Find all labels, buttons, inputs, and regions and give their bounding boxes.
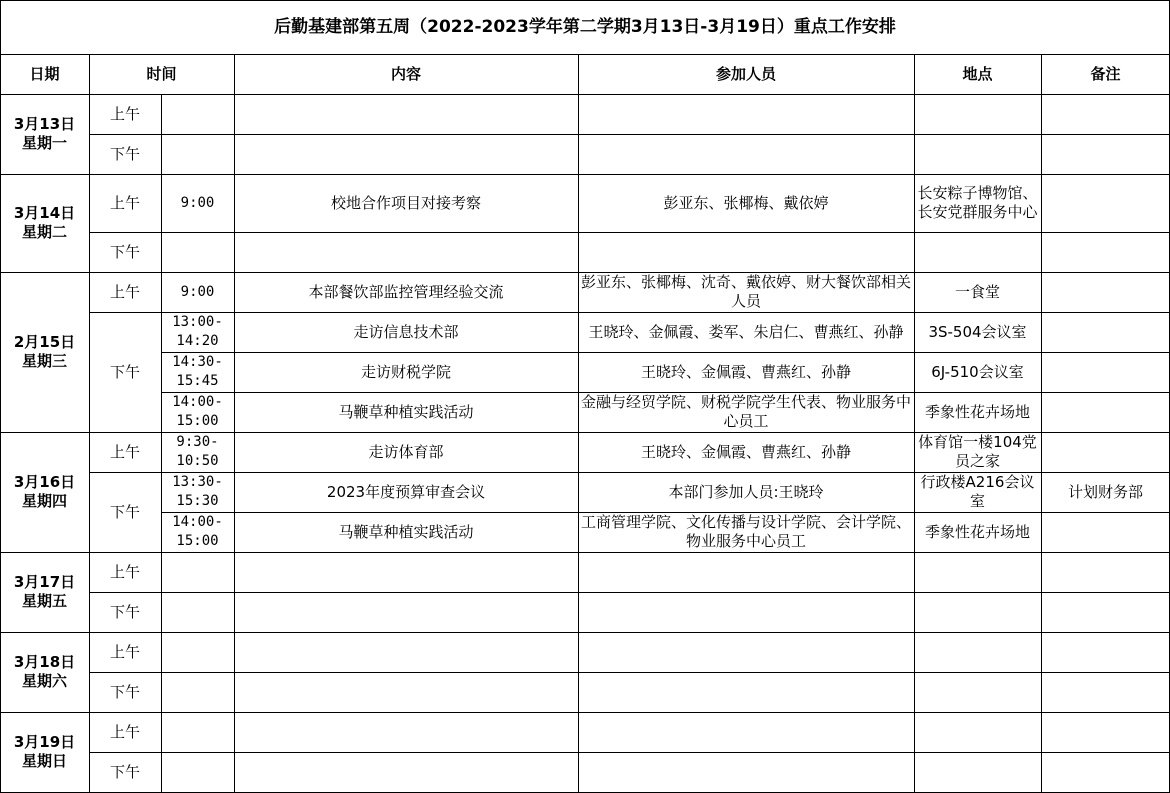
event-content: 走访体育部 [368,442,444,461]
day-weekday: 星期二 [21,223,67,241]
day-cell [0,632,89,712]
event-location: 6J-510会议室 [931,362,1024,381]
grid-line [89,752,1170,753]
event-location: 长安粽子博物馆、长安党群服务中心 [917,184,1038,221]
period-pm: 下午 [109,144,140,163]
event-location: 季象性花卉场地 [924,402,1030,421]
grid-line [914,54,915,793]
header-participants: 参加人员 [715,64,776,83]
event-location: 3S-504会议室 [928,322,1027,341]
grid-line [89,472,1170,473]
header-time: 时间 [146,64,177,83]
grid-line [161,352,1170,353]
event-content: 马鞭草种植实践活动 [338,402,474,421]
period-am: 上午 [109,562,140,581]
event-content: 校地合作项目对接考察 [330,193,481,212]
grid-line [0,272,1170,273]
event-content: 走访财税学院 [360,362,451,381]
page-title: 后勤基建部第五周（2022-2023学年第二学期3月13日-3月19日）重点工作安排 [274,16,896,37]
event-location: 季象性花卉场地 [924,522,1030,541]
period-am: 上午 [109,642,140,661]
grid-line [89,672,1170,673]
period-am: 上午 [109,442,140,461]
event-location: 体育馆一楼104党员之家 [918,433,1037,470]
period-am: 上午 [109,722,140,741]
day-weekday: 星期六 [21,672,67,690]
header-location: 地点 [962,64,993,83]
period-pm: 下午 [109,602,140,621]
grid-line [89,232,1170,233]
day-cell [0,94,89,174]
event-location: 一食堂 [954,282,1000,301]
period-am: 上午 [109,282,140,301]
day-weekday: 星期三 [21,352,67,370]
event-participants: 彭亚东、张椰梅、沈奇、戴依婷、财大餐饮部相关人员 [580,273,911,310]
event-content: 走访信息技术部 [353,322,459,341]
grid-line [1041,54,1042,793]
event-time: 14:30-15:45 [172,354,223,389]
grid-line [89,54,90,793]
event-remarks: 计划财务部 [1067,482,1143,501]
grid-line [0,432,1170,433]
grid-line [0,94,1170,95]
period-pm: 下午 [109,242,140,261]
event-time: 13:30-15:30 [172,474,223,509]
day-date: 2月15日 [13,333,76,351]
event-remarks [1041,272,1170,312]
event-participants: 王晓玲、金佩霞、曹燕红、孙静 [640,442,851,461]
day-cell [0,272,89,432]
event-remarks [1041,352,1170,392]
grid-line [89,312,1170,313]
day-date: 3月19日 [13,733,76,751]
event-participants: 王晓玲、金佩霞、娄军、朱启仁、曹燕红、孙静 [588,322,904,341]
day-cell [0,174,89,272]
event-participants: 王晓玲、金佩霞、曹燕红、孙静 [640,362,851,381]
grid-line [0,0,1170,1]
event-time: 9:00 [180,194,215,211]
event-content: 2023年度预算审查会议 [326,482,486,501]
event-time: 13:00-14:20 [172,314,223,349]
grid-line [89,134,1170,135]
day-weekday: 星期日 [21,752,67,770]
period-pm: 下午 [109,762,140,781]
header-date: 日期 [29,64,60,83]
day-cell [0,552,89,632]
event-time: 9:30-10:50 [176,434,219,469]
grid-line [0,174,1170,175]
day-weekday: 星期四 [21,492,67,510]
day-date: 3月13日 [13,115,76,133]
grid-line [0,54,1170,55]
event-location: 行政楼A216会议室 [920,473,1035,510]
period-pm: 下午 [109,362,140,381]
header-remarks: 备注 [1090,64,1121,83]
day-date: 3月14日 [13,204,76,222]
period-pm: 下午 [109,682,140,701]
day-date: 3月18日 [13,653,76,671]
grid-line [161,94,162,793]
event-remarks [1041,512,1170,552]
grid-line [161,392,1170,393]
day-cell [0,712,89,792]
grid-line [578,54,579,793]
period-pm: 下午 [109,502,140,521]
day-cell [0,432,89,552]
header-content: 内容 [390,64,421,83]
grid-line [0,0,1,793]
grid-line [0,632,1170,633]
grid-line [161,512,1170,513]
day-date: 3月17日 [13,573,76,591]
event-remarks [1041,174,1170,232]
event-participants: 金融与经贸学院、财税学院学生代表、物业服务中心员工 [580,393,911,430]
event-participants: 彭亚东、张椰梅、戴依婷 [663,193,829,212]
day-weekday: 星期一 [21,134,67,152]
event-content: 马鞭草种植实践活动 [338,522,474,541]
grid-line [234,54,235,793]
period-am: 上午 [109,104,140,123]
event-participants: 本部门参加人员:王晓玲 [668,482,824,501]
event-time: 14:00-15:00 [172,514,223,549]
grid-line [89,592,1170,593]
grid-line [0,712,1170,713]
event-time: 9:00 [180,283,215,300]
day-date: 3月16日 [13,473,76,491]
event-content: 本部餐饮部监控管理经验交流 [308,282,504,301]
grid-line [0,552,1170,553]
day-weekday: 星期五 [21,592,67,610]
event-participants: 工商管理学院、文化传播与设计学院、会计学院、物业服务中心员工 [580,513,911,550]
period-am: 上午 [109,193,140,212]
event-remarks [1041,392,1170,432]
event-time: 14:00-15:00 [172,394,223,429]
event-remarks [1041,312,1170,352]
event-remarks [1041,432,1170,472]
